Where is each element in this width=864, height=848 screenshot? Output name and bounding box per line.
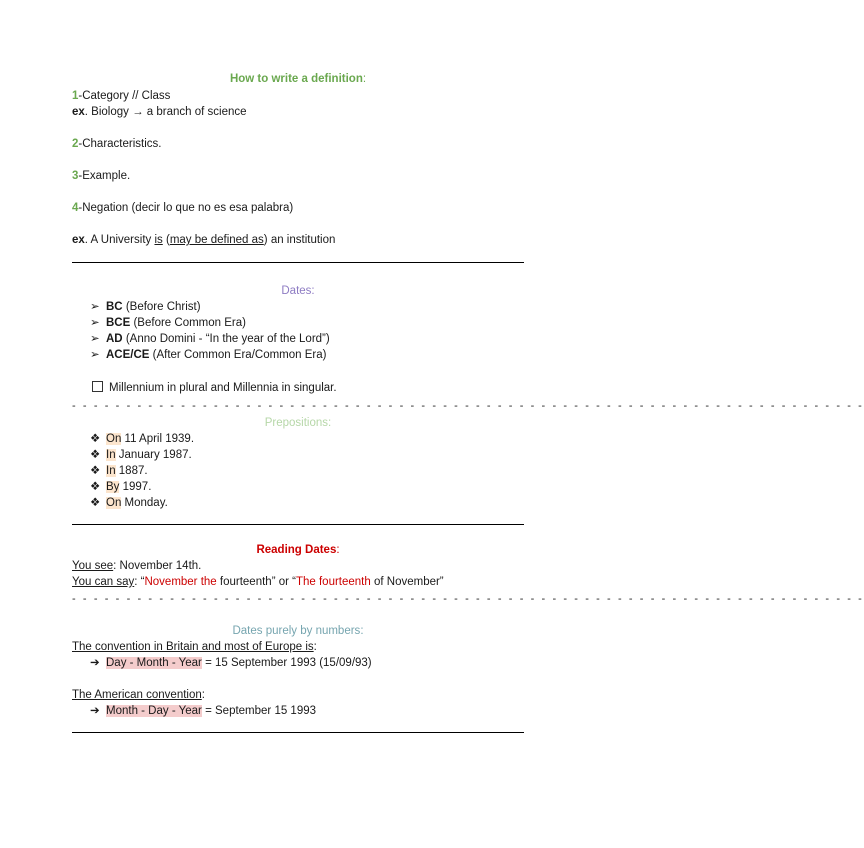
dates-title-text: Dates [281,285,312,297]
say-red-text: The fourteenth [295,576,371,588]
say-text: fourteenth” or “ [216,576,296,588]
britain-label: The convention in Britain and most of Europe is [72,641,314,653]
example-underlined-phrase: may be defined as [169,234,264,246]
document-page [72,0,864,848]
item-number: 2 [72,138,79,150]
numbers-title-colon: : [360,625,364,637]
example-text: . A University [84,234,155,246]
example-text: ) an institution [263,234,336,246]
dates-list-item [90,332,330,346]
definition-item-3 [72,169,130,183]
item-number: 3 [72,170,79,182]
item-text: -Category // Class [78,90,171,102]
millennium-note-text: Millennium in plural and Millennia in singular. [109,382,337,394]
arrowhead-bullet-icon: ➢ [90,301,100,313]
preposition-item [90,448,192,462]
diamond-bullet-icon: ❖ [90,481,101,493]
britain-colon: : [313,641,317,653]
see-label: You see [72,560,114,572]
preposition-rest: Monday. [121,497,168,509]
diamond-bullet-icon: ❖ [90,465,101,477]
say-label: You can say [72,576,135,588]
preposition-rest: 1997. [119,481,152,493]
american-colon: : [201,689,205,701]
reading-say [72,575,444,589]
american-format-line [90,704,316,718]
reading-title-colon: : [336,544,340,556]
preposition-item [90,432,194,446]
say-text: of November” [370,576,444,588]
item-text: -Negation (decir lo que no es esa palabra) [78,202,294,214]
preposition-item [90,496,168,510]
american-label: The American convention [72,689,202,701]
example-label: ex [72,234,85,246]
diamond-bullet-icon: ❖ [90,433,101,445]
date-abbr: BCE [106,317,131,329]
definition-item-4 [72,201,293,215]
definition-item-1 [72,89,170,103]
dashed-divider: - - - - - - - - - - - - - - - - - - - - - - - - - - - - - - - - - - - - - - - - - - - - - - - - - - - - - - - - - - - - - - - - - - - - - - - - - [72,400,864,412]
definition-title-colon: : [362,73,367,85]
american-convention [72,688,205,702]
date-desc: (Before Christ) [122,301,201,313]
definition-example-1 [72,105,247,119]
say-text: : “ [134,576,145,588]
dates-title [72,284,524,298]
diamond-bullet-icon: ❖ [90,449,101,461]
numbers-title [72,624,524,638]
dates-list-item [90,316,246,330]
preposition-word: On [106,497,122,509]
preposition-rest: 11 April 1939. [121,433,195,445]
prepositions-title-text: Prepositions [264,417,329,429]
preposition-word: By [106,481,120,493]
preposition-rest: 1887. [115,465,148,477]
see-text: : November 14th. [113,560,202,572]
say-red-text: November the [144,576,217,588]
section-divider [72,524,524,525]
reading-see [72,559,201,573]
example-text: ( [162,234,170,246]
millennium-note [92,381,337,395]
date-desc: (Anno Domini - “In the year of the Lord”) [122,333,330,345]
item-number: 4 [72,202,79,214]
arrow-right-icon: ➔ [90,657,100,669]
dates-list-item [90,348,326,362]
reading-title [72,543,524,557]
reading-title-text: Reading Dates [256,544,337,556]
definition-title-text: How to write a definition [229,73,363,85]
example-text: . Biology → a branch of science [84,106,247,118]
definition-example-2 [72,233,335,247]
section-divider [72,262,524,263]
preposition-item [90,480,151,494]
arrowhead-bullet-icon: ➢ [90,349,100,361]
item-text: -Example. [78,170,131,182]
arrowhead-bullet-icon: ➢ [90,317,100,329]
example-underlined-is: is [154,234,163,246]
dates-title-colon: : [311,285,315,297]
preposition-item [90,464,148,478]
date-abbr: ACE/CE [106,349,150,361]
date-abbr: AD [106,333,123,345]
prepositions-title [72,416,524,430]
arrowhead-bullet-icon: ➢ [90,333,100,345]
prepositions-title-colon: : [328,417,332,429]
example-label: ex [72,106,85,118]
arrow-right-icon: ➔ [90,705,100,717]
britain-convention [72,640,317,654]
date-desc: (After Common Era/Common Era) [149,349,327,361]
preposition-rest: January 1987. [115,449,192,461]
section-divider [72,732,524,733]
dates-list-item [90,300,201,314]
dashed-divider: - - - - - - - - - - - - - - - - - - - - - - - - - - - - - - - - - - - - - - - - - - - - - - - - - - - - - - - - - - - - - - - - - - - - - - - - - [72,593,864,605]
preposition-word: On [106,433,122,445]
american-format: Month - Day - Year [106,705,202,717]
date-desc: (Before Common Era) [130,317,246,329]
item-number: 1 [72,90,79,102]
definition-item-2 [72,137,161,151]
date-abbr: BC [106,301,123,313]
diamond-bullet-icon: ❖ [90,497,101,509]
preposition-word: In [106,449,116,461]
britain-format: Day - Month - Year [106,657,202,669]
checkbox-square-icon [92,381,103,392]
american-example: = September 15 1993 [201,705,317,717]
britain-format-line [90,656,372,670]
item-text: -Characteristics. [78,138,162,150]
definition-title [72,72,524,86]
britain-example: = 15 September 1993 (15/09/93) [201,657,372,669]
preposition-word: In [106,465,116,477]
numbers-title-text: Dates purely by numbers [232,625,361,637]
